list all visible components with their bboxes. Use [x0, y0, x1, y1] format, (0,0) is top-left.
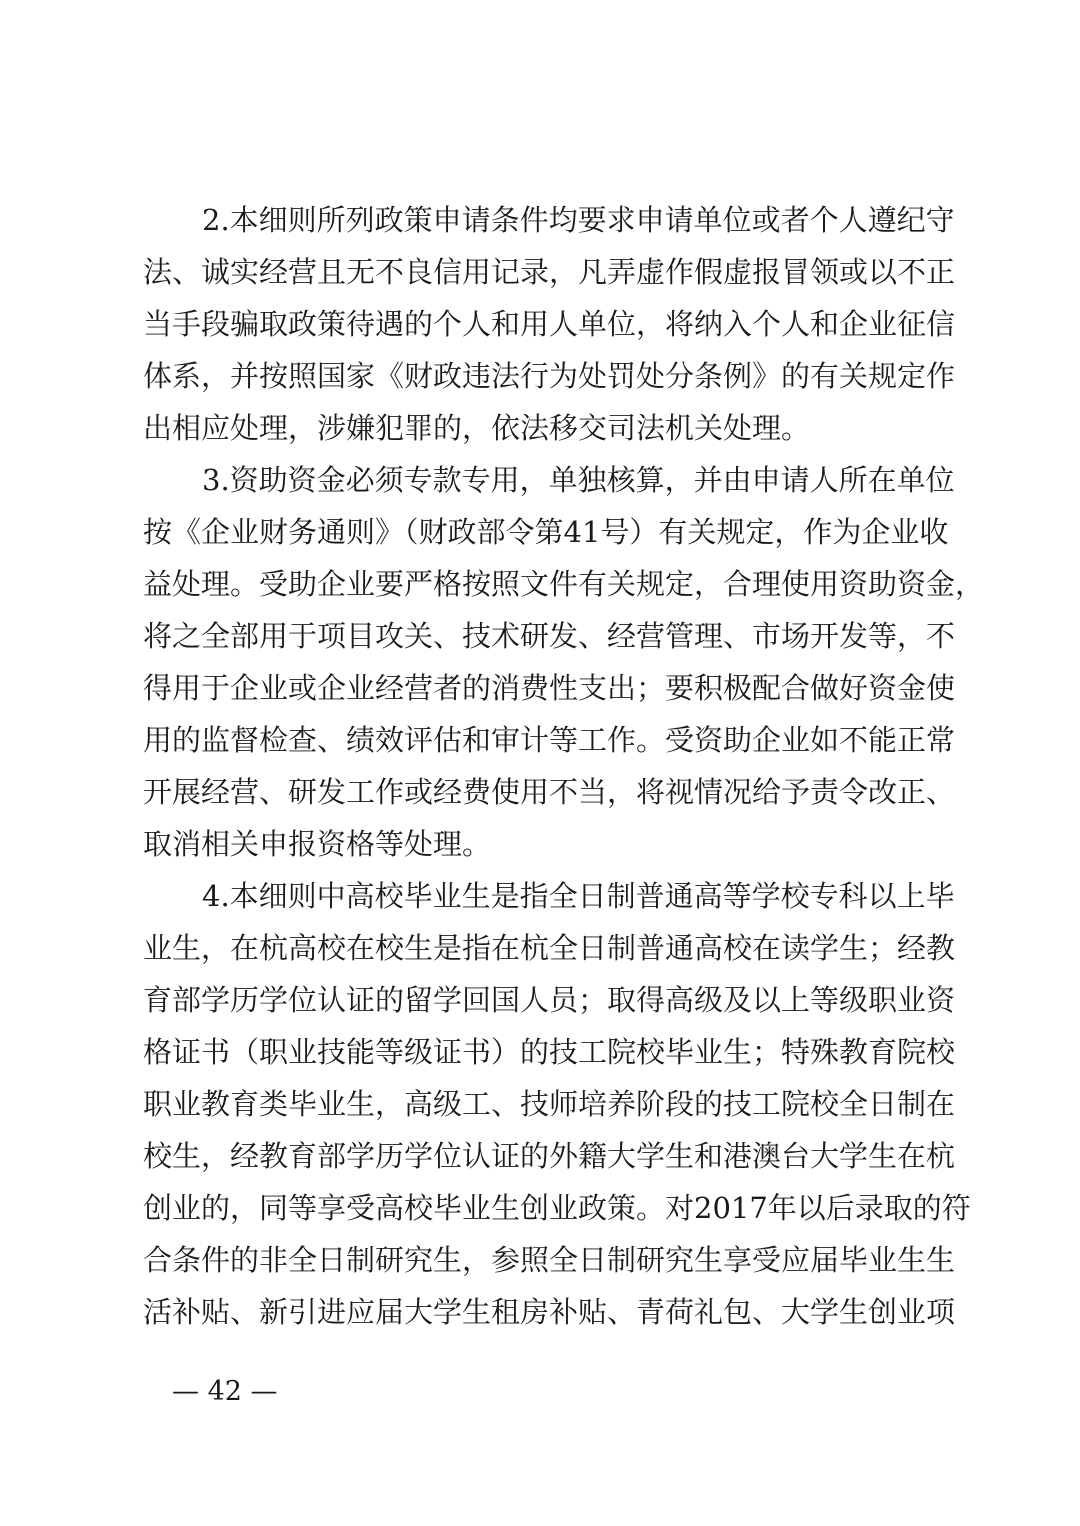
paragraph-3-line-1: 3.资助资金必须专款专用，单独核算，并由申请人所在单位	[202, 463, 955, 497]
paragraph-3-line-4: 将之全部用于项目攻关、技术研发、经营管理、市场开发等，不	[143, 619, 956, 653]
paragraph-2-line-5: 出相应处理，涉嫌犯罪的，依法移交司法机关处理。	[143, 411, 811, 445]
paragraph-4-line-3: 育部学历学位认证的留学回国人员；取得高级及以上等级职业资	[143, 983, 956, 1017]
paragraph-3-line-3: 益处理。受助企业要严格按照文件有关规定，合理使用资助资金，	[143, 567, 985, 601]
paragraph-4-line-6: 校生，经教育部学历学位认证的外籍大学生和港澳台大学生在杭	[143, 1139, 956, 1173]
paragraph-4-line-8: 合条件的非全日制研究生，参照全日制研究生享受应届毕业生生	[143, 1243, 956, 1277]
page-number: — 42 —	[172, 1376, 278, 1407]
paragraph-4-line-5: 职业教育类毕业生，高级工、技师培养阶段的技工院校全日制在	[143, 1087, 956, 1121]
paragraph-3-line-2: 按《企业财务通则》（财政部令第41号）有关规定，作为企业收	[143, 515, 949, 549]
paragraph-4-line-7: 创业的，同等享受高校毕业生创业政策。对2017年以后录取的符	[143, 1191, 971, 1225]
paragraph-4-line-2: 业生，在杭高校在校生是指在杭全日制普通高校在读学生；经教	[143, 931, 956, 965]
paragraph-2-line-3: 当手段骗取政策待遇的个人和用人单位，将纳入个人和企业征信	[143, 307, 956, 341]
paragraph-3-line-8: 取消相关申报资格等处理。	[143, 827, 492, 861]
paragraph-3-line-6: 用的监督检查、绩效评估和审计等工作。受资助企业如不能正常	[143, 723, 956, 757]
paragraph-4-line-1: 4.本细则中高校毕业生是指全日制普通高等学校专科以上毕	[202, 879, 955, 913]
paragraph-3-line-7: 开展经营、研发工作或经费使用不当，将视情况给予责令改正、	[143, 775, 956, 809]
paragraph-2-line-4: 体系，并按照国家《财政违法行为处罚处分条例》的有关规定作	[143, 359, 956, 393]
paragraph-2-line-1: 2.本细则所列政策申请条件均要求申请单位或者个人遵纪守	[202, 203, 955, 237]
paragraph-4-line-9: 活补贴、新引进应届大学生租房补贴、青荷礼包、大学生创业项	[143, 1295, 956, 1329]
paragraph-4-line-4: 格证书（职业技能等级证书）的技工院校毕业生；特殊教育院校	[143, 1035, 956, 1069]
paragraph-2-line-2: 法、诚实经营且无不良信用记录，凡弄虚作假虚报冒领或以不正	[143, 255, 956, 289]
paragraph-3-line-5: 得用于企业或企业经营者的消费性支出；要积极配合做好资金使	[143, 671, 956, 705]
